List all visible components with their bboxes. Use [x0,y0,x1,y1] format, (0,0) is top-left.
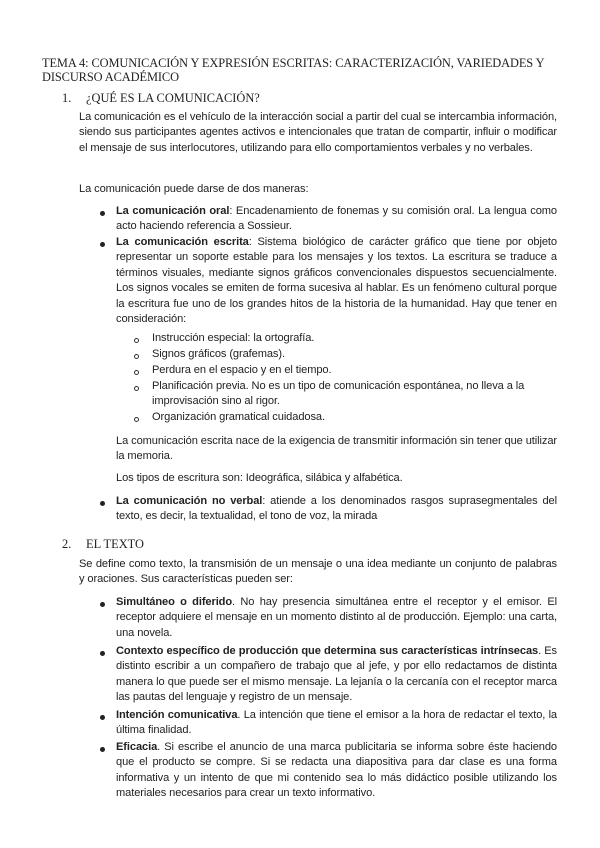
bullet-intencion-text: . La intención que tiene el emisor a la hora de redactar el texto, la última finalidad. [116,709,558,737]
section-1-intro: La comunicación es el vehículo de la interacción social a partir del cual se intercambia información, siendo sus participantes agentes activos e intencionales que tratan de compartir, influir o modificar el mensaje de sus interlocutores, utilizando para ello comportamientos verbales y no verbales. [79,111,557,154]
bullet-no-verbal [116,494,557,525]
bullet-no-verbal-text: : atiende a los denominados rasgos suprasegmentales del texto, es decir, la textualidad, el tono de voz, la mirada [116,495,557,523]
bullet-contexto [116,644,557,706]
section-1-title: ¿QUÉ ES LA COMUNICACIÓN? [86,91,260,105]
sub-item-perdura: Perdura en el espacio y en el tiempo. [152,364,332,376]
bullet-contexto-term: Contexto específico de producción que determina sus características intrínsecas [116,645,539,657]
section-2-heading [62,537,144,552]
sub-bullet-circle [134,417,139,422]
bullet-dot [100,242,105,247]
bullet-dot [100,501,105,506]
bullet-simultaneo-term: Simultáneo o diferido [116,596,233,608]
sub-item-planificacion: Planificación previa. No es un tipo de comunicación espontánea, no lleva a la improvisación sino al rigor. [152,380,525,408]
sub-item-grafemas: Signos gráficos (grafemas). [152,348,285,360]
bullet-oral-text: : Encadenamiento de fonemas y su comisión oral. La lengua como acto haciendo referencia a Sossieur. [116,205,557,233]
bullet-dot [100,211,105,216]
section-2-intro: Se define como texto, la transmisión de un mensaje o una idea mediante un conjunto de palabras y oraciones. Sus características pueden ser: [79,558,557,586]
bullet-dot [100,651,105,656]
bullet-eficacia [116,740,557,802]
bullet-eficacia-term: Eficacia [116,741,158,753]
bullet-simultaneo [116,595,557,641]
sub-bullet-circle [134,354,139,359]
bullet-eficacia-text: . Si escribe el anuncio de una marca publicitaria se informa sobre éste haciendo que el producto se compre. Si se redacta una diapositiva para dar clase es una forma informativa y un intento de que mi contenido sea lo más didáctico posible utilizando los materiales necesarios para crear un texto informativo. [116,741,557,800]
sub-item-organizacion: Organización gramatical cuidadosa. [152,411,325,423]
bullet-simultaneo-text: . No hay presencia simultánea entre el receptor y el emisor. El receptor adquiere el mensaje en un momento distinto al de producción. Ejemplo: una carta, una novela. [116,596,557,639]
bullet-dot [100,715,105,720]
bullet-dot [100,602,105,607]
bullet-intencion [116,708,557,739]
bullet-escrita-text: : Sistema biológico de carácter gráfico que tiene por objeto representar un soporte estable para los mensajes y los textos. La escritura se traduce a términos visuales, mediante signos gráficos convencionales dispuestos secuencialmente. Los signos vocales se emiten de forma sucesiva al hablar. Es un fenómeno cultural porque la escritura fue uno de los grandes hitos de la historia de la humanidad. Hay que tener en consideración: [116,236,557,326]
writing-types: Los tipos de escritura son: Ideográfica, silábica y alfabética. [116,472,403,484]
sub-bullet-circle [134,338,139,343]
bullet-escrita-term: La comunicación escrita [116,236,249,248]
sub-bullet-circle [134,386,139,391]
bullet-oral [116,204,557,235]
document-title: TEMA 4: COMUNICACIÓN Y EXPRESIÓN ESCRITAS: CARACTERIZACIÓN, VARIEDADES Y DISCURSO ACADÉMICO [42,56,545,84]
section-1-number: 1. [62,91,72,105]
section-2-title: EL TEXTO [86,537,144,551]
bullet-no-verbal-term: La comunicación no verbal [116,495,263,507]
sub-bullet-circle [134,370,139,375]
bullet-contexto-text: . Es distinto escribir a un compañero de trabajo que al jefe, y por ello redactamos de distinta manera lo que puede ser el mismo mensaje. La lejanía o la cercanía con el receptor marca las pautas del lenguaje y registro de un mensaje. [116,645,557,704]
section-2-number: 2. [62,537,72,551]
bullet-dot [100,747,105,752]
bullet-oral-term: La comunicación oral [116,205,230,217]
section-1-ways: La comunicación puede darse de dos maneras: [79,183,309,195]
bullet-escrita [116,235,557,327]
sub-item-ortografia: Instrucción especial: la ortografía. [152,332,315,344]
written-note: La comunicación escrita nace de la exigencia de transmitir información sin tener que utilizar la memoria. [116,435,557,463]
section-1-heading [62,91,260,106]
bullet-intencion-term: Intención comunicativa [116,709,238,721]
